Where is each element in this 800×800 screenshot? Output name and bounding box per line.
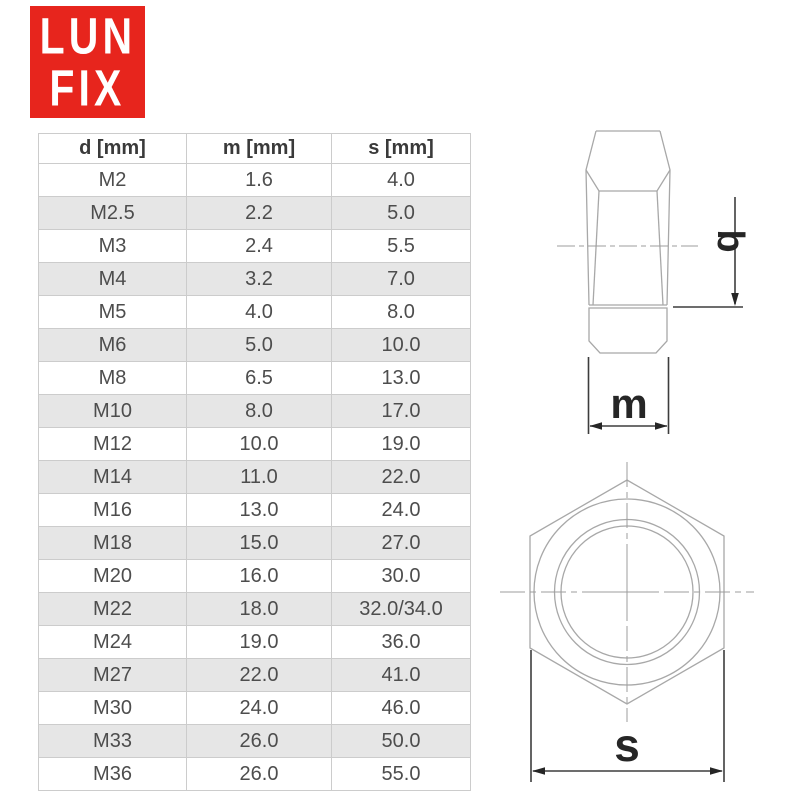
table-row <box>39 329 471 362</box>
table-cell: 8.0 <box>332 296 471 329</box>
table-cell: 7.0 <box>332 263 471 296</box>
table-cell: M8 <box>39 362 187 395</box>
nut-dimensions-table <box>38 133 471 791</box>
table-row <box>39 494 471 527</box>
table-cell: 24.0 <box>187 692 332 725</box>
dimension-d <box>673 197 751 307</box>
table-row <box>39 527 471 560</box>
label-s: s <box>614 719 640 771</box>
table-row <box>39 395 471 428</box>
table-cell: M14 <box>39 461 187 494</box>
table-cell: M6 <box>39 329 187 362</box>
table-cell: 6.5 <box>187 362 332 395</box>
table-cell: M2 <box>39 164 187 197</box>
column-header: m [mm] <box>187 134 332 164</box>
table-cell: 19.0 <box>187 626 332 659</box>
hex-nut-technical-drawing <box>490 120 800 800</box>
table-cell: M20 <box>39 560 187 593</box>
table-row <box>39 263 471 296</box>
table-cell: 18.0 <box>187 593 332 626</box>
table-cell: 19.0 <box>332 428 471 461</box>
dimension-m <box>589 357 669 434</box>
table-cell: 26.0 <box>187 758 332 791</box>
table-cell: 8.0 <box>187 395 332 428</box>
table-cell: M16 <box>39 494 187 527</box>
table-cell: 4.0 <box>332 164 471 197</box>
logo-text-line1: LUN <box>39 7 136 65</box>
table-cell: M4 <box>39 263 187 296</box>
table-cell: M24 <box>39 626 187 659</box>
table-row <box>39 593 471 626</box>
table-cell: M2.5 <box>39 197 187 230</box>
table-header-row <box>39 134 471 164</box>
table-cell: M33 <box>39 725 187 758</box>
table-row <box>39 626 471 659</box>
lunfix-logo <box>30 6 145 118</box>
table-cell: 24.0 <box>332 494 471 527</box>
table-cell: 1.6 <box>187 164 332 197</box>
table-cell: M36 <box>39 758 187 791</box>
table-cell: 13.0 <box>332 362 471 395</box>
table-cell: 30.0 <box>332 560 471 593</box>
nut-top-view <box>500 462 754 782</box>
table-cell: 36.0 <box>332 626 471 659</box>
table-cell: 5.0 <box>187 329 332 362</box>
table-cell: 27.0 <box>332 527 471 560</box>
table-cell: M5 <box>39 296 187 329</box>
table-cell: 10.0 <box>332 329 471 362</box>
table-cell: 2.2 <box>187 197 332 230</box>
table-row <box>39 692 471 725</box>
table-row <box>39 659 471 692</box>
table-cell: 50.0 <box>332 725 471 758</box>
spec-table-body <box>39 164 471 791</box>
table-row <box>39 560 471 593</box>
table-cell: 55.0 <box>332 758 471 791</box>
table-cell: M27 <box>39 659 187 692</box>
table-cell: M18 <box>39 527 187 560</box>
nut-side-section-view <box>557 131 751 434</box>
table-row <box>39 230 471 263</box>
table-cell: 5.0 <box>332 197 471 230</box>
table-row <box>39 164 471 197</box>
table-cell: 11.0 <box>187 461 332 494</box>
table-cell: 3.2 <box>187 263 332 296</box>
table-row <box>39 296 471 329</box>
table-cell: 26.0 <box>187 725 332 758</box>
table-cell: 2.4 <box>187 230 332 263</box>
column-header: s [mm] <box>332 134 471 164</box>
table-cell: M10 <box>39 395 187 428</box>
table-cell: 4.0 <box>187 296 332 329</box>
table-cell: 13.0 <box>187 494 332 527</box>
table-cell: 22.0 <box>332 461 471 494</box>
table-cell: 15.0 <box>187 527 332 560</box>
table-cell: M30 <box>39 692 187 725</box>
table-cell: 16.0 <box>187 560 332 593</box>
logo-text-line2: FIX <box>49 59 126 117</box>
column-header: d [mm] <box>39 134 187 164</box>
table-cell: 41.0 <box>332 659 471 692</box>
table-cell: M12 <box>39 428 187 461</box>
table-cell: 22.0 <box>187 659 332 692</box>
table-row <box>39 758 471 791</box>
table-cell: 17.0 <box>332 395 471 428</box>
table-cell: M3 <box>39 230 187 263</box>
table-cell: 46.0 <box>332 692 471 725</box>
table-row <box>39 197 471 230</box>
table-cell: 10.0 <box>187 428 332 461</box>
table-row <box>39 428 471 461</box>
table-cell: M22 <box>39 593 187 626</box>
table-row <box>39 725 471 758</box>
table-row <box>39 362 471 395</box>
table-cell: 32.0/34.0 <box>332 593 471 626</box>
label-m: m <box>610 380 648 427</box>
label-d: d <box>709 229 751 253</box>
table-row <box>39 461 471 494</box>
table-cell: 5.5 <box>332 230 471 263</box>
table-header <box>39 134 471 164</box>
